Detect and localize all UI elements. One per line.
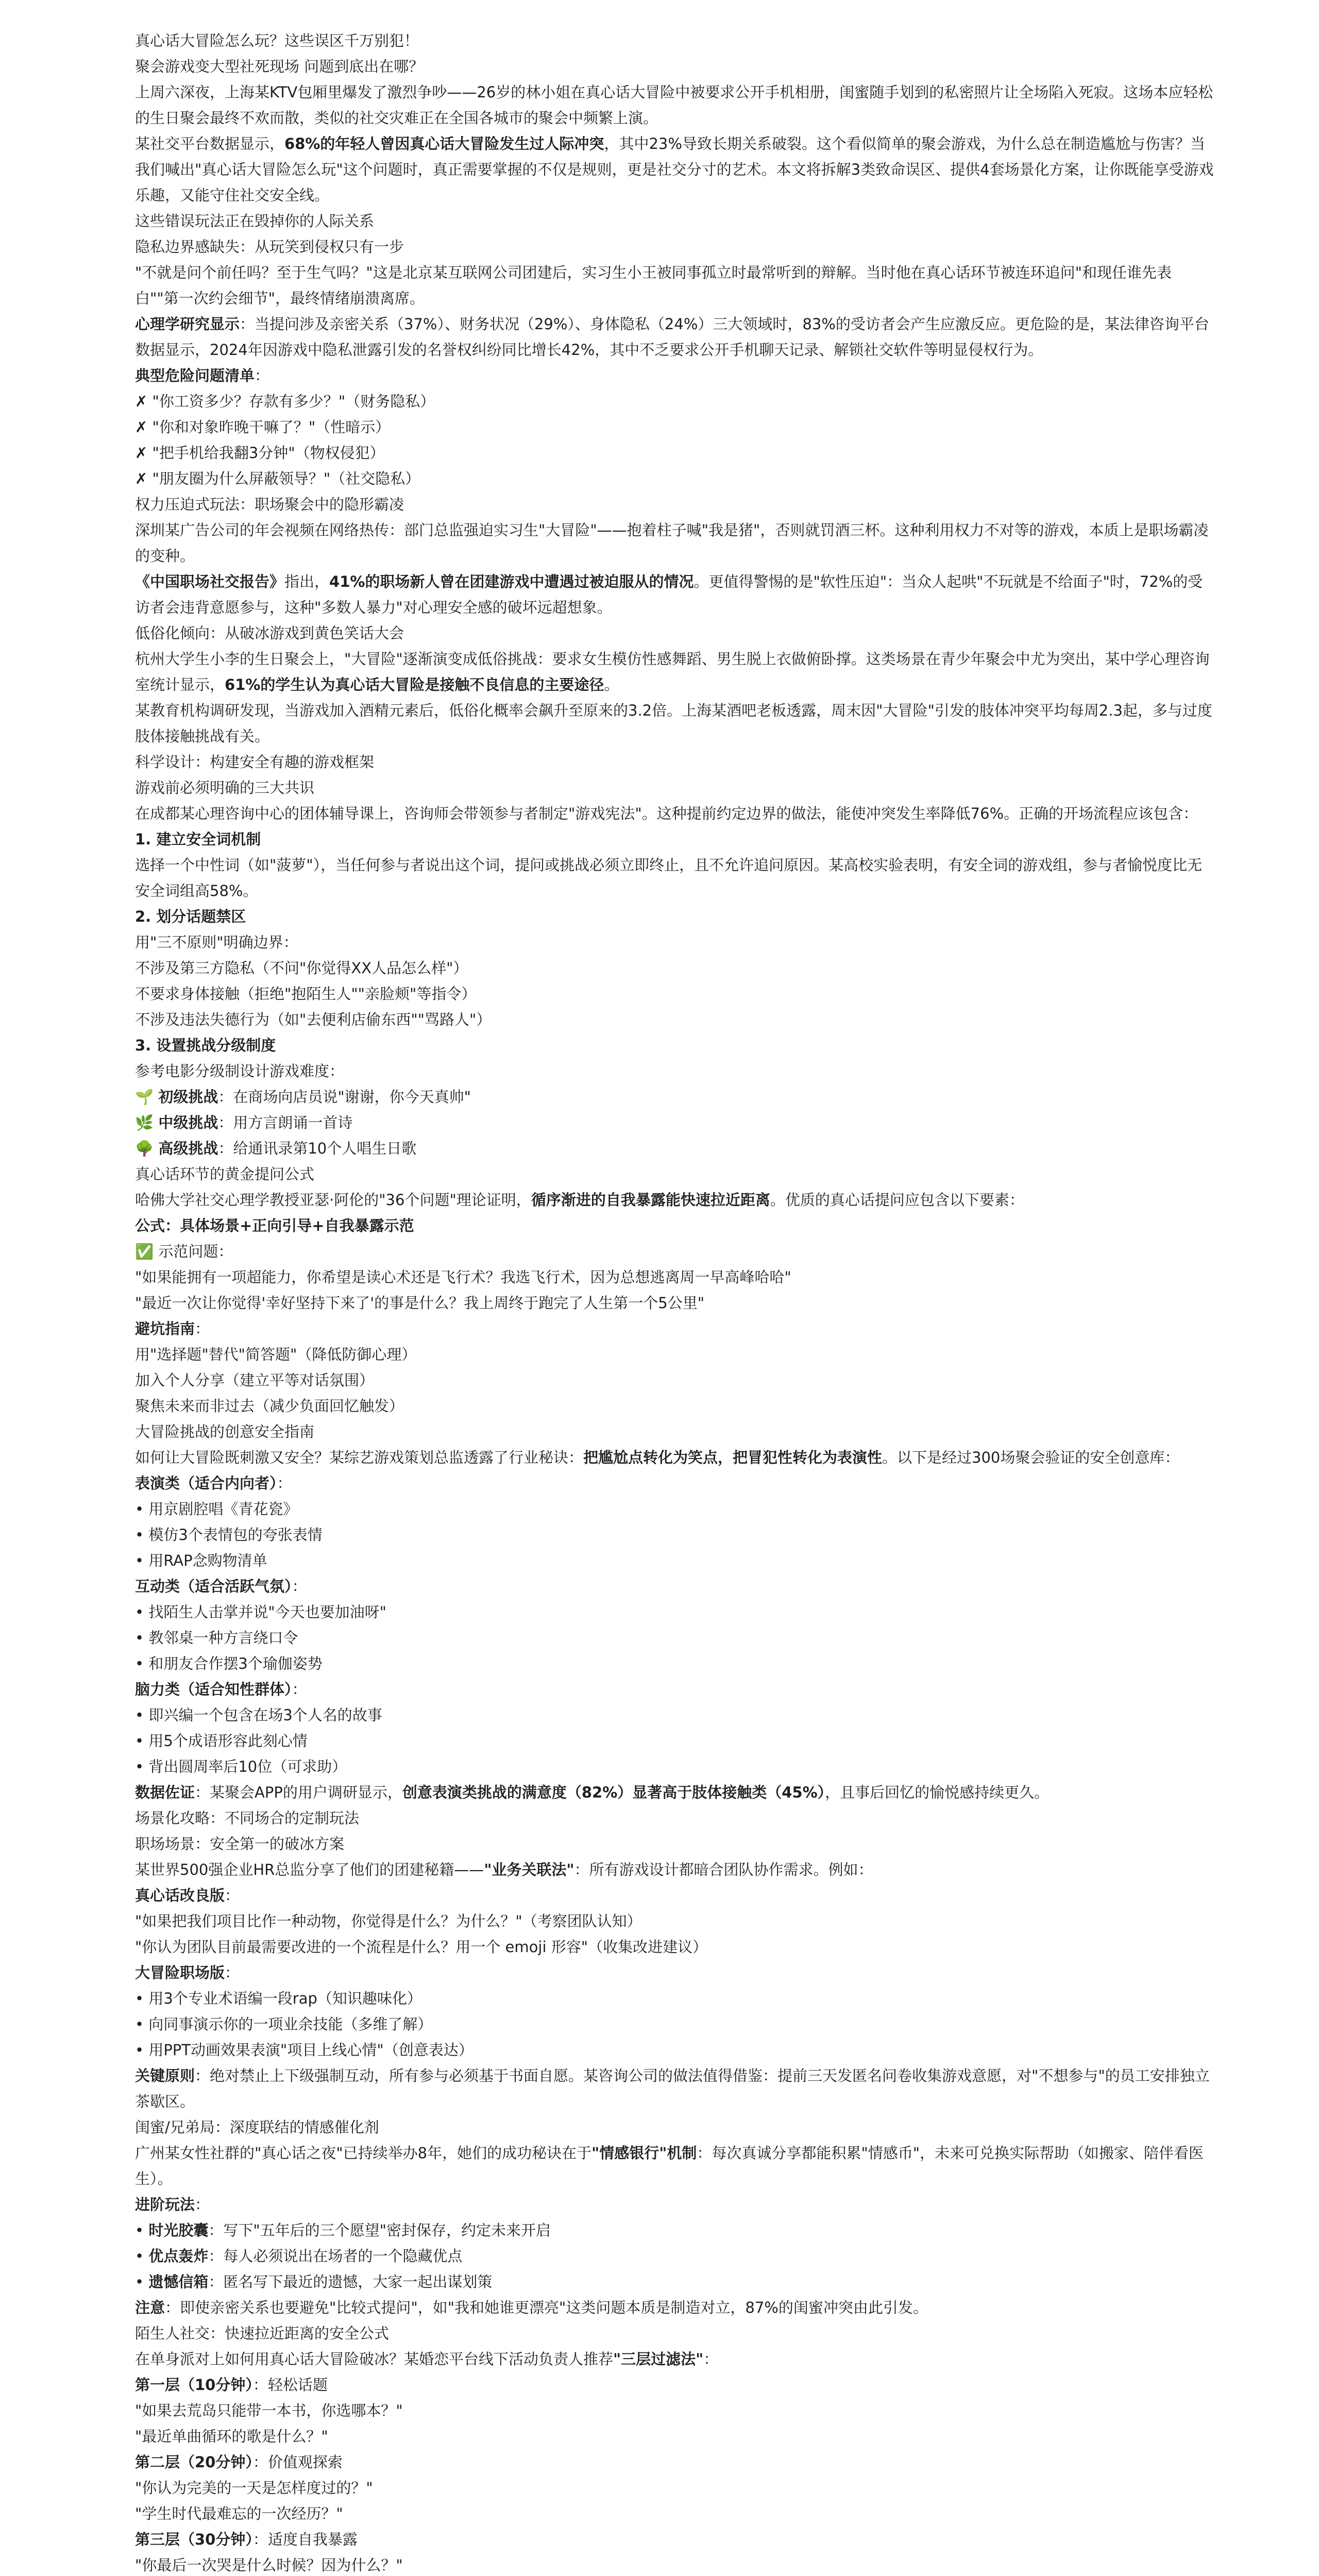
bold-text-run: 68%的年轻人曾因真心话大冒险发生过人际冲突 <box>284 135 604 152</box>
article-line <box>135 1857 1215 1883</box>
bold-text-run: 高级挑战 <box>158 1140 218 1157</box>
text-run: 加入个人分享（建立平等对话氛围） <box>135 1371 375 1389</box>
article-line <box>135 1367 1215 1393</box>
text-run: 聚会游戏变大型社死现场 问题到底出在哪？ <box>135 58 424 75</box>
text-run: 指出， <box>284 573 330 590</box>
text-run: 。 <box>604 676 619 693</box>
text-run: 隐私边界感缺失：从玩笑到侵权只有一步 <box>135 238 404 256</box>
article-line <box>135 1342 1215 1367</box>
text-run: ： <box>225 1887 240 1904</box>
bold-text-run: 41%的职场新人曾在团建游戏中遭遇过被迫服从的情况 <box>329 573 694 590</box>
article-line <box>135 852 1215 904</box>
article-line <box>135 1960 1215 1986</box>
article-line <box>135 1213 1215 1239</box>
bold-text-run: 《中国职场社交报告》 <box>135 573 285 590</box>
text-run: ：每人必须说出在场者的一个隐藏优点 <box>208 2247 463 2265</box>
text-run: 在成都某心理咨询中心的团体辅导课上，咨询师会带领参与者制定"游戏宪法"。这种提前约定边界的做法，能使冲突发生率降低76%。正确的开场流程应该包含： <box>135 805 1198 822</box>
article-line <box>135 1934 1215 1960</box>
bold-text-run: 脑力类（适合知性群体） <box>135 1681 292 1698</box>
text-run: "如果把我们项目比作一种动物，你觉得是什么？为什么？"（考察团队认知） <box>135 1912 642 1930</box>
text-run: ： <box>292 1578 307 1595</box>
text-run: • 背出圆周率后10位（可求助） <box>135 1758 347 1775</box>
bold-text-run: 61%的学生认为真心话大冒险是接触不良信息的主要途径 <box>225 676 604 693</box>
text-run: "你最后一次哭是什么时候？因为什么？" <box>135 2556 403 2574</box>
article-line <box>135 2114 1215 2140</box>
text-run: 聚焦未来而非过去（减少负面回忆触发） <box>135 1397 404 1415</box>
text-run: • 和朋友合作摆3个瑜伽姿势 <box>135 1655 323 1672</box>
bold-text-run: 2. 划分话题禁区 <box>135 908 246 925</box>
text-run: "你认为团队目前最需要改进的一个流程是什么？用一个 emoji 形容"（收集改进建议） <box>135 1938 708 1956</box>
text-run: 某社交平台数据显示， <box>135 135 285 152</box>
article-line <box>135 929 1215 955</box>
text-run: ：绝对禁止上下级强制互动，所有参与必须基于书面自愿。某咨询公司的做法值得借鉴：提前三天发匿名问卷收集游戏意愿，对"不想参与"的员工安排独立茶歇区。 <box>135 2067 1210 2110</box>
text-run: 低俗化倾向：从破冰游戏到黄色笑话大会 <box>135 624 404 642</box>
article-line <box>135 1625 1215 1651</box>
article-line <box>135 2552 1215 2576</box>
bold-text-run: 初级挑战 <box>158 1088 218 1106</box>
text-run: 不要求身体接触（拒绝"抱陌生人""亲脸颊"等指令） <box>135 985 477 1003</box>
article-line <box>135 620 1215 646</box>
text-run: 深圳某广告公司的年会视频在网络热传：部门总监强迫实习生"大冒险"——抱着柱子喊"我是猪"，否则就罚酒三杯。这种利用权力不对等的游戏，本质上是职场霸凌的变种。 <box>135 521 1209 565</box>
article-line <box>135 904 1215 929</box>
text-run: ：某聚会APP的用户调研显示， <box>195 1784 402 1801</box>
text-run: ：当提问涉及亲密关系（37%）、财务状况（29%）、身体隐私（24%）三大领域时，83%的受访者会产生应激反应。更危险的是，某法律咨询平台数据显示，2024年因游戏中隐私泄露引发的名誉权纠纷同比增长42%，其中不乏要求公开手机聊天记录、解锁社交软件等明显侵权行为。 <box>135 315 1209 359</box>
bold-text-run: 1. 建立安全词机制 <box>135 831 261 848</box>
bold-text-run: 创意表演类挑战的满意度（82%）显著高于肢体接触类（45%） <box>402 1784 825 1801</box>
text-run: ： <box>225 1964 240 1981</box>
article-line <box>135 2037 1215 2063</box>
bold-text-run: 进阶玩法 <box>135 2196 195 2213</box>
text-run: • 用5个成语形容此刻心情 <box>135 1732 308 1750</box>
article-line <box>135 1136 1215 1161</box>
text-run: ✗ "朋友圈为什么屏蔽领导？"（社交隐私） <box>135 470 420 487</box>
article-line <box>135 1290 1215 1316</box>
bold-text-run: 真心话改良版 <box>135 1887 225 1904</box>
bold-text-run: 心理学研究显示 <box>135 315 240 333</box>
article-line <box>135 749 1215 775</box>
article-line <box>135 1084 1215 1110</box>
bold-text-run: 第二层（20分钟） <box>135 2453 253 2471</box>
text-run: • 用京剧腔唱《青花瓷》 <box>135 1500 298 1518</box>
text-run: • 用3个专业术语编一段rap（知识趣味化） <box>135 1990 422 2007</box>
article-line <box>135 1728 1215 1754</box>
text-run: 参考电影分级制设计游戏难度： <box>135 1062 345 1080</box>
text-run: 如何让大冒险既刺激又安全？某综艺游戏策划总监透露了行业秘诀： <box>135 1449 584 1466</box>
text-run: 广州某女性社群的"真心话之夜"已持续举办8年，她们的成功秘诀在于 <box>135 2144 592 2162</box>
article-line <box>135 1986 1215 2011</box>
text-run: ：匿名写下最近的遗憾，大家一起出谋划策 <box>208 2273 493 2291</box>
bold-text-run: 典型危险问题清单 <box>135 367 255 384</box>
text-run: 。以下是经过300场聚会验证的安全创意库： <box>882 1449 1180 1466</box>
text-run: 职场场景：安全第一的破冰方案 <box>135 1835 345 1853</box>
article-line <box>135 2320 1215 2346</box>
article-line <box>135 2295 1215 2320</box>
text-run: 用"选择题"替代"简答题"（降低防御心理） <box>135 1346 417 1363</box>
article-line <box>135 2269 1215 2295</box>
article-line <box>135 981 1215 1007</box>
article-line <box>135 1470 1215 1496</box>
text-run: ：每次真诚分享都能积累"情感币"，未来可兑换实际帮助（如搬家、陪伴看医生）。 <box>135 2144 1204 2188</box>
text-run: 。更值得警惕的是"软性压迫"：当众人起哄"不玩就是不给面子"时，72%的受访者会违背意愿参与，这种"多数人暴力"对心理安全感的破坏远超想象。 <box>135 573 1203 616</box>
text-run: • <box>135 2273 149 2291</box>
text-run: 某教育机构调研发现，当游戏加入酒精元素后，低俗化概率会飙升至原来的3.2倍。上海某酒吧老板透露，周末因"大冒险"引发的肢体冲突平均每周2.3起，多与过度肢体接触挑战有关。 <box>135 702 1212 745</box>
article-line <box>135 2527 1215 2552</box>
text-run: 不涉及第三方隐私（不问"你觉得XX人品怎么样"） <box>135 959 468 977</box>
text-run: ：所有游戏设计都暗合团队协作需求。例如： <box>574 1861 873 1878</box>
text-run: 某世界500强企业HR总监分享了他们的团建秘籍—— <box>135 1861 484 1878</box>
article-line <box>135 1110 1215 1136</box>
bold-text-run: 避坑指南 <box>135 1320 195 1337</box>
bold-text-run: 关键原则 <box>135 2067 195 2084</box>
text-run: ：适度自我暴露 <box>252 2531 358 2548</box>
article-line <box>135 775 1215 801</box>
article-line <box>135 2475 1215 2501</box>
article-line <box>135 1316 1215 1342</box>
text-run: 🌱 <box>135 1088 159 1106</box>
article-line <box>135 79 1215 131</box>
article-line <box>135 646 1215 698</box>
bold-text-run: 大冒险职场版 <box>135 1964 225 1981</box>
text-run: 真心话大冒险怎么玩？这些误区千万别犯！ <box>135 32 419 49</box>
article-line <box>135 2011 1215 2037</box>
article-line <box>135 1908 1215 1934</box>
article-line <box>135 2501 1215 2527</box>
text-run: 选择一个中性词（如"菠萝"），当任何参与者说出这个词，提问或挑战必须立即终止，且不允许追问原因。某高校实验表明，有安全词的游戏组，参与者愉悦度比无安全词组高58%。 <box>135 856 1203 900</box>
text-run: 。优质的真心话提问应包含以下要素： <box>770 1191 1024 1209</box>
article-line <box>135 2140 1215 2192</box>
article-line <box>135 2192 1215 2217</box>
article-line <box>135 1419 1215 1445</box>
article-line <box>135 28 1215 54</box>
text-run: ： <box>277 1475 292 1492</box>
article-line <box>135 569 1215 620</box>
text-run: 🌿 <box>135 1114 159 1131</box>
article-line <box>135 1702 1215 1728</box>
text-run: ：在商场向店员说"谢谢，你今天真帅" <box>218 1088 471 1106</box>
article-line <box>135 1599 1215 1625</box>
article-line <box>135 2449 1215 2475</box>
text-run: 权力压迫式玩法：职场聚会中的隐形霸凌 <box>135 496 404 513</box>
text-run: 真心话环节的黄金提问公式 <box>135 1165 315 1183</box>
article-line <box>135 414 1215 440</box>
article-line <box>135 1393 1215 1419</box>
article-line <box>135 311 1215 363</box>
text-run: 游戏前必须明确的三大共识 <box>135 779 315 796</box>
text-run: ： <box>195 2196 210 2213</box>
article-line <box>135 1831 1215 1857</box>
article-line <box>135 1676 1215 1702</box>
text-run: ✗ "把手机给我翻3分钟"（物权侵犯） <box>135 444 385 462</box>
text-run: • 模仿3个表情包的夸张表情 <box>135 1526 323 1544</box>
article-line <box>135 54 1215 79</box>
text-run: 闺蜜/兄弟局：深度联结的情感催化剂 <box>135 2119 379 2136</box>
bold-text-run: 循序渐进的自我暴露能快速拉近距离 <box>531 1191 770 1209</box>
text-run: 大冒险挑战的创意安全指南 <box>135 1423 315 1440</box>
bold-text-run: 时光胶囊 <box>148 2222 209 2239</box>
bold-text-run: 第三层（30分钟） <box>135 2531 253 2548</box>
article-line <box>135 517 1215 569</box>
text-run: ：轻松话题 <box>252 2376 328 2394</box>
text-run: • 用RAP念购物清单 <box>135 1552 267 1569</box>
article-line <box>135 363 1215 388</box>
text-run: "学生时代最难忘的一次经历？" <box>135 2505 343 2522</box>
text-run: ：即使亲密关系也要避免"比较式提问"，如"我和她谁更漂亮"这类问题本质是制造对立，87%的闺蜜冲突由此引发。 <box>165 2299 928 2316</box>
article-line <box>135 1239 1215 1264</box>
article-line <box>135 466 1215 492</box>
text-run: ，其中23%导致长期关系破裂。这个看似简单的聚会游戏，为什么总在制造尴尬与伤害？当我们喊出"真心话大冒险怎么玩"这个问题时，真正需要掌握的不仅是规则，更是社交分寸的艺术。本文将拆解3类致命误区、提供4套场景化方案，让你既能享受游戏乐趣，又能守住社交安全线。 <box>135 135 1214 204</box>
text-run: 哈佛大学社交心理学教授亚瑟·阿伦的"36个问题"理论证明， <box>135 1191 531 1209</box>
article-line <box>135 260 1215 311</box>
article-line <box>135 1805 1215 1831</box>
article-line <box>135 2243 1215 2269</box>
article-line <box>135 826 1215 852</box>
bold-text-run: "三层过滤法" <box>613 2350 704 2368</box>
article-line <box>135 1651 1215 1676</box>
bold-text-run: 优点轰炸 <box>148 2247 209 2265</box>
text-run: ：写下"五年后的三个愿望"密封保存，约定未来开启 <box>208 2222 551 2239</box>
article-line <box>135 801 1215 826</box>
bold-text-run: 3. 设置挑战分级制度 <box>135 1037 276 1054</box>
article-line <box>135 1187 1215 1213</box>
text-run: ✅ 示范问题： <box>135 1243 233 1260</box>
text-run: ： <box>195 1320 210 1337</box>
article-line <box>135 2372 1215 2398</box>
article-line <box>135 2398 1215 2424</box>
article-line <box>135 1522 1215 1548</box>
article-line <box>135 1754 1215 1780</box>
bold-text-run: "情感银行"机制 <box>591 2144 697 2162</box>
article-line <box>135 1496 1215 1522</box>
article-line <box>135 1264 1215 1290</box>
article-line <box>135 1445 1215 1470</box>
article-line <box>135 1007 1215 1032</box>
text-run: 不涉及违法失德行为（如"去便利店偷东西""骂路人"） <box>135 1011 492 1028</box>
bold-text-run: 互动类（适合活跃气氛） <box>135 1578 292 1595</box>
text-run: "你认为完美的一天是怎样度过的？" <box>135 2479 373 2497</box>
article-line <box>135 492 1215 517</box>
text-run: ： <box>255 367 270 384</box>
article-line <box>135 234 1215 260</box>
text-run: 科学设计：构建安全有趣的游戏框架 <box>135 753 375 771</box>
bold-text-run: 把尴尬点转化为笑点，把冒犯性转化为表演性 <box>583 1449 883 1466</box>
text-run: ： <box>703 2350 719 2368</box>
article-line <box>135 1548 1215 1573</box>
article-line <box>135 440 1215 466</box>
text-run: 杭州大学生小李的生日聚会上，"大冒险"逐渐演变成低俗挑战：要求女生模仿性感舞蹈、男生脱上衣做俯卧撑。这类场景在青少年聚会中尤为突出，某中学心理咨询室统计显示， <box>135 650 1210 693</box>
bold-text-run: 注意 <box>135 2299 165 2316</box>
article-line <box>135 1780 1215 1805</box>
article-line <box>135 1161 1215 1187</box>
bold-text-run: 数据佐证 <box>135 1784 195 1801</box>
text-run: • 找陌生人击掌并说"今天也要加油呀" <box>135 1603 387 1621</box>
text-run: ✗ "你和对象昨晚干嘛了？"（性暗示） <box>135 418 391 436</box>
text-run: "如果能拥有一项超能力，你希望是读心术还是飞行术？我选飞行术，因为总想逃离周一早高峰哈哈" <box>135 1268 791 1286</box>
text-run: ：给通讯录第10个人唱生日歌 <box>218 1140 417 1157</box>
text-run: "最近一次让你觉得'幸好坚持下来了'的事是什么？我上周终于跑完了人生第一个5公里" <box>135 1294 705 1312</box>
bold-text-run: 第一层（10分钟） <box>135 2376 253 2394</box>
text-run: ，且事后回忆的愉悦感持续更久。 <box>825 1784 1050 1801</box>
article-line <box>135 698 1215 749</box>
article-line <box>135 131 1215 208</box>
text-run: 场景化攻略：不同场合的定制玩法 <box>135 1809 360 1827</box>
article-line <box>135 2346 1215 2372</box>
text-run: 这些错误玩法正在毁掉你的人际关系 <box>135 212 375 230</box>
text-run: • <box>135 2247 149 2265</box>
bold-text-run: 遗憾信箱 <box>148 2273 209 2291</box>
text-run: • 即兴编一个包含在场3个人名的故事 <box>135 1706 382 1724</box>
text-run: ✗ "你工资多少？存款有多少？"（财务隐私） <box>135 393 435 410</box>
text-run: "不就是问个前任吗？至于生气吗？"这是北京某互联网公司团建后，实习生小王被同事孤立时最常听到的辩解。当时他在真心话环节被连环追问"和现任谁先表白""第一次约会细节"，最终情绪崩溃离席。 <box>135 264 1172 307</box>
text-run: ：价值观探索 <box>252 2453 343 2471</box>
text-run: • 教邻桌一种方言绕口令 <box>135 1629 298 1647</box>
text-run: 陌生人社交：快速拉近距离的安全公式 <box>135 2325 390 2342</box>
text-run: "如果去荒岛只能带一本书，你选哪本？" <box>135 2402 403 2419</box>
text-run: 🌳 <box>135 1140 159 1157</box>
text-run: • 用PPT动画效果表演"项目上线心情"（创意表达） <box>135 2041 474 2059</box>
bold-text-run: 表演类（适合内向者） <box>135 1475 277 1492</box>
text-run: "最近单曲循环的歌是什么？" <box>135 2428 328 2445</box>
article-line <box>135 955 1215 981</box>
text-run: ： <box>292 1681 307 1698</box>
text-run: 上周六深夜，上海某KTV包厢里爆发了激烈争吵——26岁的林小姐在真心话大冒险中被要求公开手机相册，闺蜜随手划到的私密照片让全场陷入死寂。这场本应轻松的生日聚会最终不欢而散，类似的社交灾难正在全国各城市的聚会中频繁上演。 <box>135 83 1213 127</box>
article-line <box>135 388 1215 414</box>
article-line <box>135 2217 1215 2243</box>
text-run: 在单身派对上如何用真心话大冒险破冰？某婚恋平台线下活动负责人推荐 <box>135 2350 614 2368</box>
article-line <box>135 2424 1215 2449</box>
text-run: 用"三不原则"明确边界： <box>135 934 298 951</box>
article-line <box>135 1032 1215 1058</box>
text-run: • <box>135 2222 149 2239</box>
article-line <box>135 1573 1215 1599</box>
article-body <box>135 28 1215 2576</box>
article-line <box>135 1058 1215 1084</box>
text-run: • 向同事演示你的一项业余技能（多维了解） <box>135 2015 433 2033</box>
bold-text-run: 中级挑战 <box>158 1114 218 1131</box>
article-line <box>135 2063 1215 2114</box>
bold-text-run: "业务关联法" <box>484 1861 574 1878</box>
bold-text-run: 公式：具体场景+正向引导+自我暴露示范 <box>135 1217 414 1234</box>
text-run: ：用方言朗诵一首诗 <box>218 1114 353 1131</box>
article-line <box>135 208 1215 234</box>
article-line <box>135 1883 1215 1908</box>
